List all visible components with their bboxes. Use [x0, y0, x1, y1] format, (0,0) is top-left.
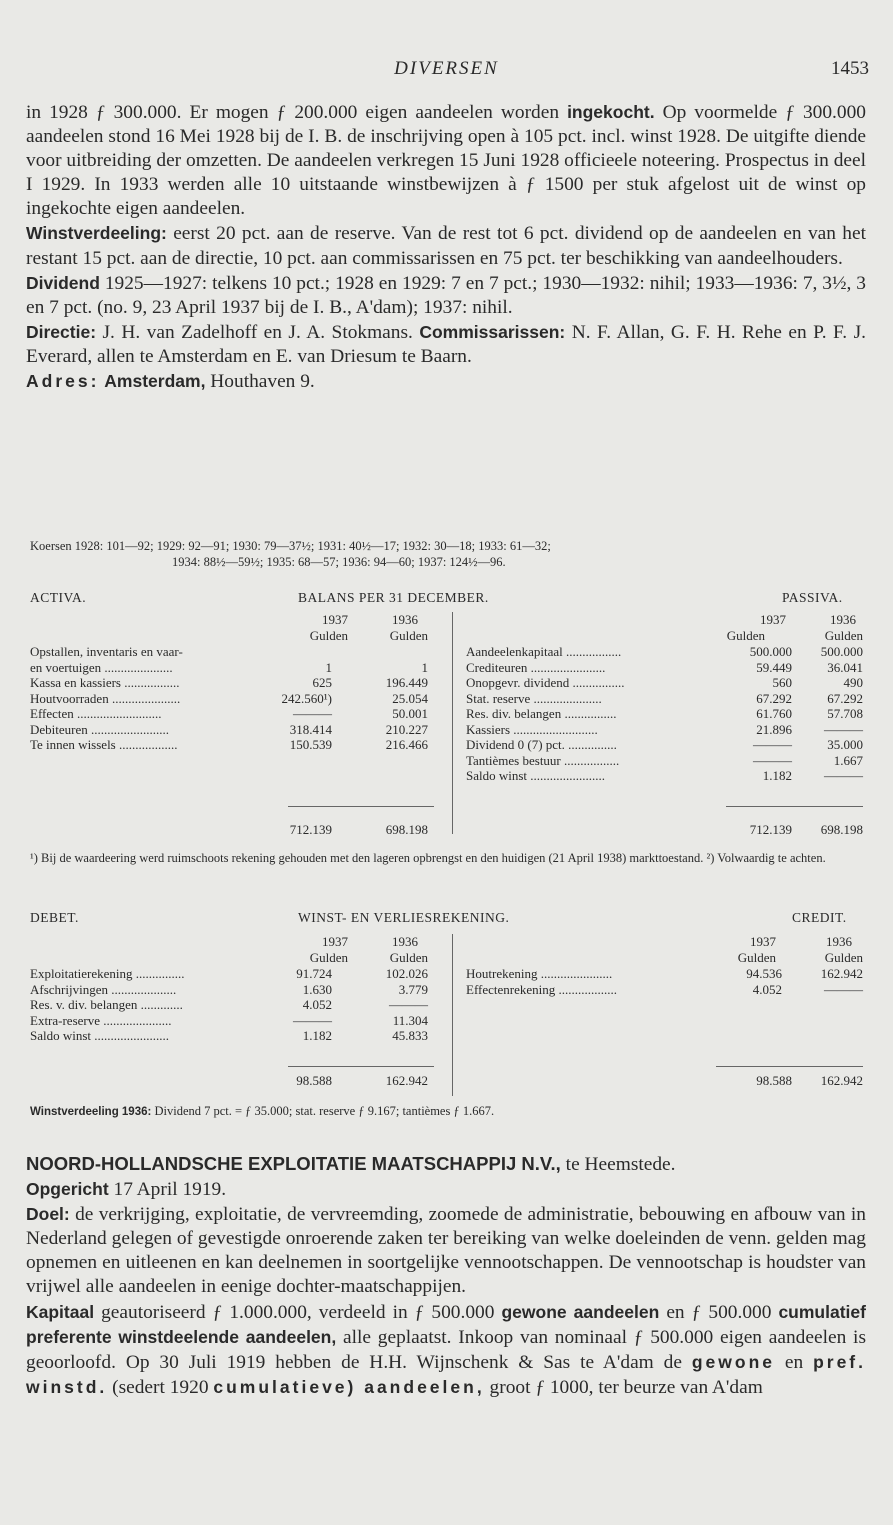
- debet-label: Res. v. div. belangen .............: [30, 997, 183, 1012]
- activa-total-1937: 712.139: [289, 822, 332, 837]
- page-header: [0, 58, 893, 88]
- activa-label: Opstallen, inventaris en vaar-: [30, 644, 183, 659]
- passiva-total-rule: [726, 806, 863, 807]
- debet-label: Saldo winst .......................: [30, 1028, 170, 1043]
- passiva-label: Tantièmes bestuur .................: [466, 752, 620, 768]
- balance-title: BALANS PER 31 DECEMBER.: [298, 590, 489, 605]
- passiva-label: Kassiers ..........................: [466, 721, 598, 737]
- passiva-table: [466, 644, 866, 784]
- passiva-value-1936: 500.000: [820, 644, 863, 659]
- passiva-row: [466, 675, 866, 691]
- debet-total-1937: 98.588: [296, 1073, 332, 1088]
- passiva-label: Onopgevr. dividend ................: [466, 675, 625, 690]
- passiva-label: Crediteuren .......................: [466, 659, 606, 675]
- passiva-value-1936: 35.000: [827, 737, 863, 752]
- company-name: NOORD-HOLLANDSCHE EXPLOITATIE MAATSCHAPPIJ N.V.,: [26, 1153, 561, 1174]
- passiva-row: [466, 768, 866, 784]
- passiva-total-1936: 698.198: [820, 822, 863, 837]
- pl-year-header: 1937 1936 1937 1936 Gulden Gulden Gulden Gulden: [309, 934, 863, 965]
- debet-value-1937: 4.052: [302, 997, 332, 1012]
- passiva-row: [466, 706, 866, 722]
- debet-total-rule: [288, 1066, 434, 1067]
- passiva-row: [466, 737, 866, 753]
- activa-total-rule: [288, 806, 434, 807]
- activa-label: Te innen wissels ..................: [30, 737, 178, 752]
- activa-table: [30, 644, 440, 753]
- passiva-heading: PASSIVA.: [782, 590, 843, 605]
- debet-value-1936: ———: [389, 997, 428, 1012]
- company-entry-nh: [26, 1152, 866, 1400]
- passiva-value-1937: 500.000: [749, 644, 792, 659]
- debet-value-1937: 1.630: [302, 981, 332, 997]
- credit-value-1936: 162.942: [820, 966, 863, 981]
- debet-value-1937: ———: [293, 1012, 332, 1028]
- paragraph-adres: Adres: Amsterdam, Houthaven 9.: [26, 371, 315, 393]
- activa-label: Houtvoorraden .....................: [30, 690, 181, 706]
- credit-value-1936: ———: [824, 981, 863, 997]
- activa-row: [30, 675, 440, 691]
- koersen-block: [30, 538, 875, 570]
- page-number: 1453: [831, 58, 869, 79]
- paragraph-directie: Directie: J. H. van Zadelhoff en J. A. Stokmans. Commissarissen: N. F. Allan, G. F. H. Rehe en P. F. J. Everard, allen te Amsterdam en E. van Driesum te Baarn.: [26, 321, 866, 367]
- activa-total-1936: 698.198: [385, 822, 428, 837]
- activa-value-1936: 50.001: [392, 706, 428, 721]
- debet-value-1937: 1.182: [302, 1028, 332, 1043]
- activa-row: [30, 722, 440, 738]
- koersen-line-1: Koersen 1928: 101—92; 1929: 92—91; 1930: 79—37½; 1931: 40½—17; 1932: 30—18; 1933: 61—32;: [30, 539, 551, 553]
- credit-value-1937: 4.052: [752, 981, 782, 997]
- activa-label: Effecten ..........................: [30, 706, 162, 721]
- credit-label: Houtrekening ......................: [466, 966, 613, 981]
- debet-label: Exploitatierekening ...............: [30, 966, 185, 981]
- pl-divider: [452, 934, 453, 1096]
- winstverdeeling-1936: Winstverdeeling 1936: Dividend 7 pct. = ƒ 35.000; stat. reserve ƒ 9.167; tantièmes ƒ 1.667.: [30, 1104, 495, 1118]
- paragraph-doel: Doel: de verkrijging, exploitatie, de vervreemding, zoomede de administratie, bebouwing en afbouw van in Nederland gelegen of gevestigde onroerende zaken ter bereiking van welke doeleinden de venn. gelden mag opnemen en uitleenen en kan deelnemen in soortgelijke vennootschappen. De vennootschap is houdster van vrijwel alle aandeelen in eenige dochter-maatschappijen.: [26, 1204, 866, 1298]
- paragraph-winstverdeeling: Winstverdeeling: eerst 20 pct. aan de reserve. Van de rest tot 6 pct. dividend op de aandeelen en van het restant 15 pct. aan de directie, 10 pct. aan commissarissen en 75 pct. ter beschikking van aandeelhouders.: [26, 223, 866, 269]
- activa-label: Kassa en kassiers .................: [30, 675, 180, 690]
- activa-value-1937: 150.539: [289, 737, 332, 752]
- passiva-row: [466, 660, 866, 676]
- balance-divider: [452, 612, 453, 834]
- activa-row: [30, 644, 440, 660]
- pl-totals: [0, 1073, 893, 1089]
- passiva-row: [466, 753, 866, 769]
- balance-year-header: 1937 1936 1937 1936 Gulden Gulden Gulden Gulden: [309, 612, 863, 643]
- passiva-total-1937: 712.139: [749, 822, 792, 837]
- activa-row: [30, 660, 440, 676]
- passiva-row: [466, 644, 866, 660]
- credit-table: [466, 966, 866, 997]
- passiva-value-1937: 21.896: [756, 721, 792, 737]
- passiva-row: [466, 691, 866, 707]
- passiva-value-1936: 67.292: [827, 690, 863, 706]
- running-title: DIVERSEN: [394, 58, 499, 79]
- activa-value-1936: 196.449: [385, 675, 428, 690]
- passiva-label: Saldo winst .......................: [466, 768, 606, 783]
- debet-value-1937: 91.724: [296, 966, 332, 981]
- passiva-label: Stat. reserve .....................: [466, 690, 602, 706]
- credit-total-1937: 98.588: [756, 1073, 792, 1088]
- debet-row: [30, 982, 440, 998]
- activa-value-1937: 1: [325, 659, 332, 675]
- debet-row: [30, 997, 440, 1013]
- passiva-label: Dividend 0 (7) pct. ...............: [466, 737, 617, 752]
- passiva-value-1936: ———: [824, 768, 863, 783]
- activa-value-1937: 242.560¹): [281, 690, 332, 706]
- activa-value-1936: 210.227: [385, 721, 428, 737]
- credit-row: [466, 982, 866, 998]
- company-text-continued: [26, 100, 866, 394]
- debet-value-1936: 11.304: [392, 1012, 428, 1028]
- passiva-value-1936: 36.041: [827, 659, 863, 675]
- passiva-value-1936: 490: [843, 675, 863, 690]
- debet-row: [30, 1013, 440, 1029]
- passiva-row: [466, 722, 866, 738]
- koersen-line-2: 1934: 88½—59½; 1935: 68—57; 1936: 94—60; 1937: 124½—96.: [172, 555, 506, 569]
- activa-value-1937: 625: [312, 675, 332, 690]
- debet-total-1936: 162.942: [385, 1073, 428, 1088]
- passiva-value-1936: ———: [824, 721, 863, 737]
- passiva-value-1937: 560: [772, 675, 792, 690]
- passiva-label: Aandeelenkapitaal .................: [466, 644, 622, 659]
- paragraph-history: in 1928 ƒ 300.000. Er mogen ƒ 200.000 eigen aandeelen worden ingekocht. Op voormelde ƒ 300.000 aandeelen stond 16 Mei 1928 bij de I. B. de inschrijving open à 105 pct. incl. winst 1928. De uitgifte diende voor uitbreiding der omzetten. De aandeelen verkregen 15 Juni 1928 officieele noteering. Prospectus in deel I 1929. In 1933 werden alle 10 uitstaande winstbewijzen à ƒ 1500 per stuk afgelost uit de winst op ingekochte eigen aandeelen.: [26, 102, 866, 220]
- credit-heading: CREDIT.: [792, 910, 847, 925]
- activa-value-1936: 25.054: [392, 690, 428, 706]
- debet-value-1936: 3.779: [398, 981, 428, 997]
- credit-total-1936: 162.942: [820, 1073, 863, 1088]
- passiva-label: Res. div. belangen ................: [466, 706, 617, 721]
- passiva-value-1937: ———: [753, 737, 792, 752]
- debet-value-1936: 45.833: [392, 1028, 428, 1043]
- paragraph-kapitaal: Kapitaal geautoriseerd ƒ 1.000.000, verdeeld in ƒ 500.000 gewone aandeelen en ƒ 500.000 cumulatief preferente winstdeelende aandeelen, alle geplaatst. Inkoop van nominaal ƒ 500.000 eigen aandeelen is geoorloofd. Op 30 Juli 1919 hebben de H.H. Wijnschenk & Sas te A'dam de gewone en pref. winstd. (sedert 1920 cumulatieve) aandeelen, groot ƒ 1000, ter beurze van A'dam: [26, 1301, 867, 1398]
- activa-row: [30, 691, 440, 707]
- debet-label: Extra-reserve .....................: [30, 1012, 172, 1028]
- activa-value-1937: 318.414: [289, 721, 332, 737]
- activa-heading: ACTIVA.: [30, 590, 87, 605]
- debet-table: [30, 966, 440, 1044]
- passiva-value-1937: ———: [753, 752, 792, 768]
- passiva-value-1937: 67.292: [756, 690, 792, 706]
- activa-row: [30, 706, 440, 722]
- activa-label: en voertuigen .....................: [30, 659, 173, 675]
- activa-value-1937: ———: [293, 706, 332, 721]
- activa-label: Debiteuren ........................: [30, 721, 170, 737]
- passiva-value-1937: 61.760: [756, 706, 792, 721]
- activa-value-1936: 1: [421, 659, 428, 675]
- paragraph-dividend: Dividend 1925—1927: telkens 10 pct.; 1928 en 1929: 7 en 7 pct.; 1930—1932: nihil; 1933—1936: 7, 3½, 3 en 7 pct. (no. 9, 23 April 1937 bij de I. B., A'dam); 1937: nihil.: [26, 272, 866, 318]
- debet-label: Afschrijvingen ....................: [30, 981, 177, 997]
- passiva-value-1937: 59.449: [756, 659, 792, 675]
- passiva-value-1936: 1.667: [833, 752, 863, 768]
- debet-row: [30, 1028, 440, 1044]
- paragraph-opgericht: Opgericht 17 April 1919.: [26, 1179, 227, 1201]
- credit-value-1937: 94.536: [746, 966, 782, 981]
- passiva-value-1936: 57.708: [827, 706, 863, 721]
- company-title: NOORD-HOLLANDSCHE EXPLOITATIE MAATSCHAPPIJ N.V., te Heemstede.: [26, 1153, 676, 1175]
- debet-row: [30, 966, 440, 982]
- passiva-value-1937: 1.182: [762, 768, 792, 783]
- credit-label: Effectenrekening ..................: [466, 981, 618, 997]
- credit-total-rule: [716, 1066, 863, 1067]
- activa-row: [30, 737, 440, 753]
- pl-title: WINST- EN VERLIESREKENING.: [298, 910, 510, 925]
- balance-footnote: ¹) Bij de waardeering werd ruimschoots rekening gehouden met den lageren opbrengst en den huidigen (21 April 1938) markttoestand. ²) Volwaardig te achten.: [30, 851, 826, 865]
- balance-totals: [0, 822, 893, 838]
- activa-value-1936: 216.466: [385, 737, 428, 752]
- credit-row: [466, 966, 866, 982]
- debet-heading: DEBET.: [30, 910, 79, 925]
- debet-value-1936: 102.026: [385, 966, 428, 981]
